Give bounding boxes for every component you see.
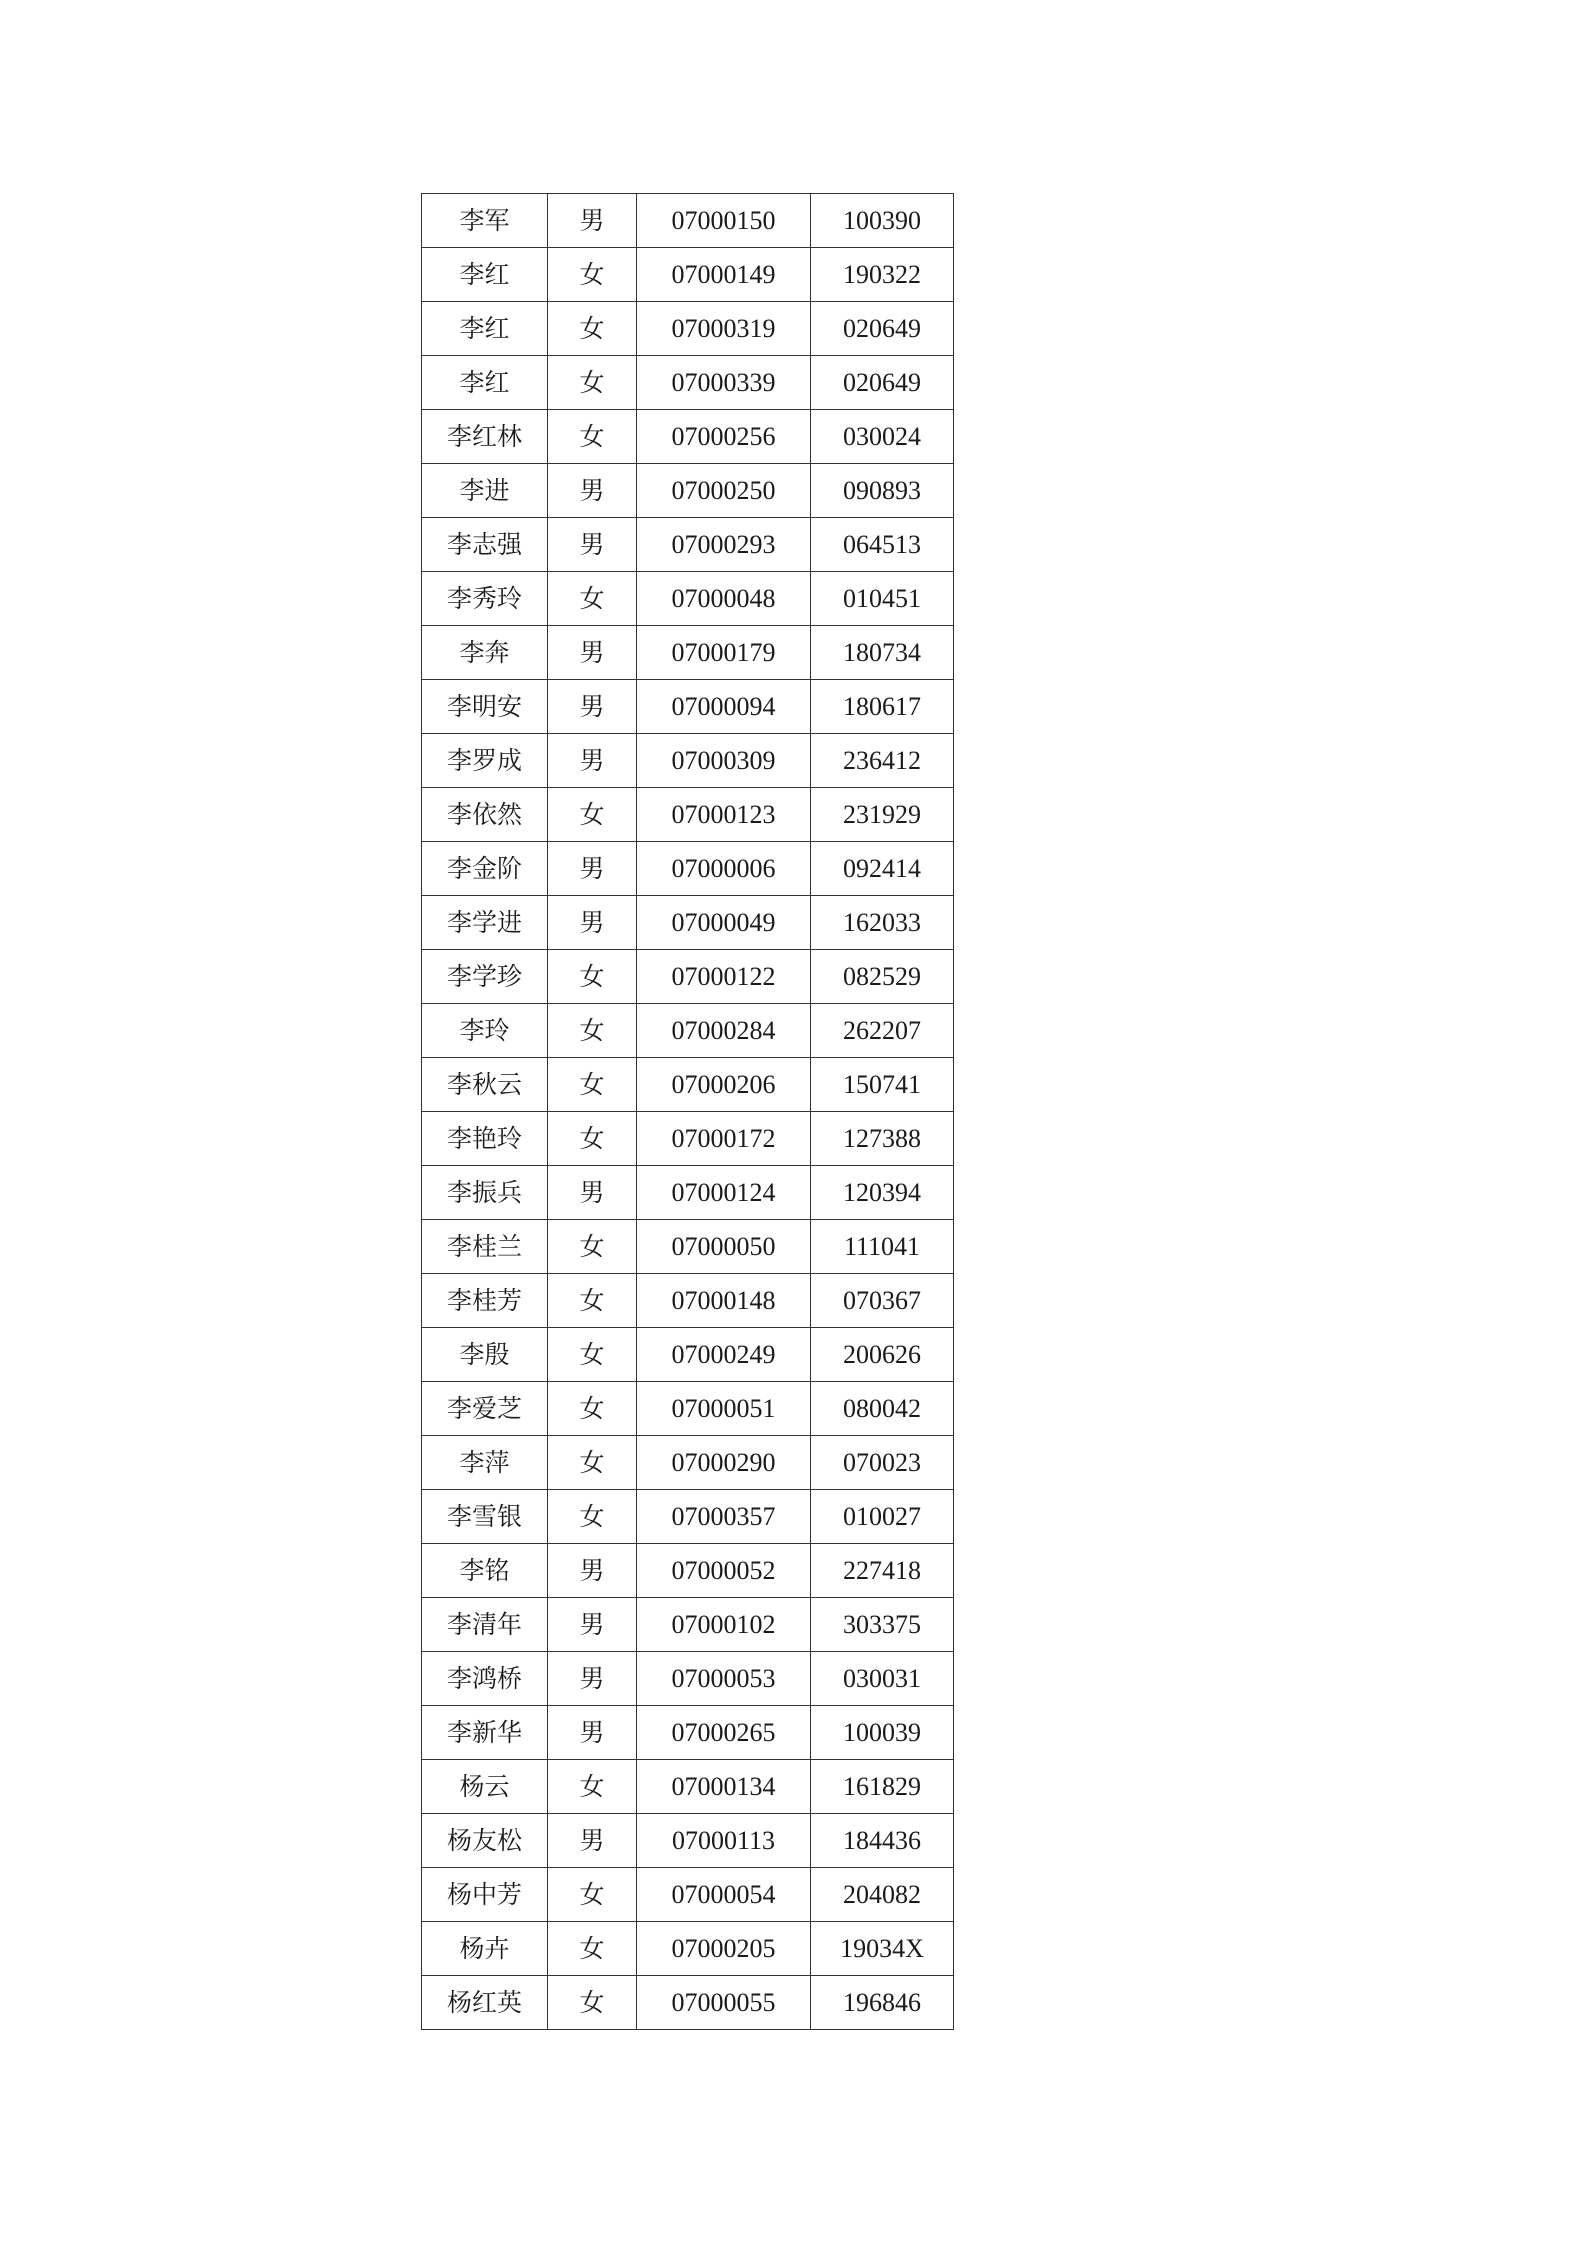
gender-cell: 女 bbox=[548, 572, 637, 626]
roster-body bbox=[422, 194, 954, 2030]
id-suffix-cell: 082529 bbox=[811, 950, 954, 1004]
table-row bbox=[422, 734, 954, 788]
exam-number-cell: 07000123 bbox=[637, 788, 811, 842]
name-cell: 李红林 bbox=[422, 410, 548, 464]
exam-number-cell: 07000148 bbox=[637, 1274, 811, 1328]
id-suffix-cell: 184436 bbox=[811, 1814, 954, 1868]
name-cell: 李奔 bbox=[422, 626, 548, 680]
exam-number-cell: 07000357 bbox=[637, 1490, 811, 1544]
id-suffix-cell: 090893 bbox=[811, 464, 954, 518]
exam-number-cell: 07000124 bbox=[637, 1166, 811, 1220]
name-cell: 李军 bbox=[422, 194, 548, 248]
exam-number-cell: 07000293 bbox=[637, 518, 811, 572]
exam-number-cell: 07000094 bbox=[637, 680, 811, 734]
table-row bbox=[422, 1598, 954, 1652]
name-cell: 杨友松 bbox=[422, 1814, 548, 1868]
gender-cell: 女 bbox=[548, 1976, 637, 2030]
name-cell: 李秀玲 bbox=[422, 572, 548, 626]
name-cell: 杨中芳 bbox=[422, 1868, 548, 1922]
gender-cell: 女 bbox=[548, 248, 637, 302]
id-suffix-cell: 010027 bbox=[811, 1490, 954, 1544]
table-row bbox=[422, 680, 954, 734]
exam-number-cell: 07000053 bbox=[637, 1652, 811, 1706]
id-suffix-cell: 262207 bbox=[811, 1004, 954, 1058]
id-suffix-cell: 303375 bbox=[811, 1598, 954, 1652]
name-cell: 李殷 bbox=[422, 1328, 548, 1382]
exam-number-cell: 07000256 bbox=[637, 410, 811, 464]
gender-cell: 男 bbox=[548, 1814, 637, 1868]
table-row bbox=[422, 1976, 954, 2030]
name-cell: 杨红英 bbox=[422, 1976, 548, 2030]
id-suffix-cell: 127388 bbox=[811, 1112, 954, 1166]
gender-cell: 男 bbox=[548, 518, 637, 572]
table-row bbox=[422, 1112, 954, 1166]
gender-cell: 女 bbox=[548, 1058, 637, 1112]
gender-cell: 男 bbox=[548, 842, 637, 896]
id-suffix-cell: 010451 bbox=[811, 572, 954, 626]
exam-number-cell: 07000319 bbox=[637, 302, 811, 356]
name-cell: 李金阶 bbox=[422, 842, 548, 896]
name-cell: 杨卉 bbox=[422, 1922, 548, 1976]
table-row bbox=[422, 1814, 954, 1868]
table-row bbox=[422, 248, 954, 302]
name-cell: 杨云 bbox=[422, 1760, 548, 1814]
id-suffix-cell: 120394 bbox=[811, 1166, 954, 1220]
name-cell: 李铭 bbox=[422, 1544, 548, 1598]
name-cell: 李红 bbox=[422, 356, 548, 410]
gender-cell: 女 bbox=[548, 1112, 637, 1166]
exam-number-cell: 07000051 bbox=[637, 1382, 811, 1436]
id-suffix-cell: 111041 bbox=[811, 1220, 954, 1274]
name-cell: 李桂芳 bbox=[422, 1274, 548, 1328]
id-suffix-cell: 227418 bbox=[811, 1544, 954, 1598]
exam-number-cell: 07000284 bbox=[637, 1004, 811, 1058]
exam-number-cell: 07000113 bbox=[637, 1814, 811, 1868]
table-row bbox=[422, 464, 954, 518]
gender-cell: 男 bbox=[548, 194, 637, 248]
name-cell: 李桂兰 bbox=[422, 1220, 548, 1274]
exam-number-cell: 07000172 bbox=[637, 1112, 811, 1166]
gender-cell: 男 bbox=[548, 1652, 637, 1706]
name-cell: 李进 bbox=[422, 464, 548, 518]
gender-cell: 男 bbox=[548, 464, 637, 518]
name-cell: 李清年 bbox=[422, 1598, 548, 1652]
gender-cell: 女 bbox=[548, 1328, 637, 1382]
gender-cell: 女 bbox=[548, 1868, 637, 1922]
table-row bbox=[422, 1760, 954, 1814]
id-suffix-cell: 030031 bbox=[811, 1652, 954, 1706]
exam-number-cell: 07000149 bbox=[637, 248, 811, 302]
gender-cell: 男 bbox=[548, 1166, 637, 1220]
table-row bbox=[422, 1166, 954, 1220]
name-cell: 李志强 bbox=[422, 518, 548, 572]
id-suffix-cell: 196846 bbox=[811, 1976, 954, 2030]
id-suffix-cell: 064513 bbox=[811, 518, 954, 572]
table-row bbox=[422, 410, 954, 464]
table-row bbox=[422, 572, 954, 626]
gender-cell: 女 bbox=[548, 1220, 637, 1274]
exam-number-cell: 07000309 bbox=[637, 734, 811, 788]
gender-cell: 男 bbox=[548, 1706, 637, 1760]
table-row bbox=[422, 1868, 954, 1922]
name-cell: 李罗成 bbox=[422, 734, 548, 788]
id-suffix-cell: 020649 bbox=[811, 302, 954, 356]
table-row bbox=[422, 1490, 954, 1544]
table-row bbox=[422, 1544, 954, 1598]
id-suffix-cell: 080042 bbox=[811, 1382, 954, 1436]
table-row bbox=[422, 1328, 954, 1382]
id-suffix-cell: 100039 bbox=[811, 1706, 954, 1760]
exam-number-cell: 07000052 bbox=[637, 1544, 811, 1598]
id-suffix-cell: 19034X bbox=[811, 1922, 954, 1976]
gender-cell: 男 bbox=[548, 680, 637, 734]
table-row bbox=[422, 842, 954, 896]
table-row bbox=[422, 194, 954, 248]
gender-cell: 女 bbox=[548, 1760, 637, 1814]
table-row bbox=[422, 1004, 954, 1058]
exam-number-cell: 07000205 bbox=[637, 1922, 811, 1976]
exam-number-cell: 07000049 bbox=[637, 896, 811, 950]
table-row bbox=[422, 1382, 954, 1436]
gender-cell: 男 bbox=[548, 626, 637, 680]
gender-cell: 女 bbox=[548, 1436, 637, 1490]
id-suffix-cell: 092414 bbox=[811, 842, 954, 896]
id-suffix-cell: 190322 bbox=[811, 248, 954, 302]
exam-number-cell: 07000250 bbox=[637, 464, 811, 518]
gender-cell: 男 bbox=[548, 1598, 637, 1652]
name-cell: 李学珍 bbox=[422, 950, 548, 1004]
table-row bbox=[422, 1706, 954, 1760]
name-cell: 李鸿桥 bbox=[422, 1652, 548, 1706]
roster-table bbox=[421, 193, 954, 2030]
table-row bbox=[422, 1220, 954, 1274]
exam-number-cell: 07000179 bbox=[637, 626, 811, 680]
id-suffix-cell: 180734 bbox=[811, 626, 954, 680]
id-suffix-cell: 150741 bbox=[811, 1058, 954, 1112]
id-suffix-cell: 020649 bbox=[811, 356, 954, 410]
gender-cell: 女 bbox=[548, 1490, 637, 1544]
exam-number-cell: 07000122 bbox=[637, 950, 811, 1004]
gender-cell: 男 bbox=[548, 1544, 637, 1598]
table-row bbox=[422, 518, 954, 572]
name-cell: 李艳玲 bbox=[422, 1112, 548, 1166]
table-row bbox=[422, 1274, 954, 1328]
gender-cell: 女 bbox=[548, 1004, 637, 1058]
exam-number-cell: 07000050 bbox=[637, 1220, 811, 1274]
name-cell: 李秋云 bbox=[422, 1058, 548, 1112]
exam-number-cell: 07000290 bbox=[637, 1436, 811, 1490]
name-cell: 李学进 bbox=[422, 896, 548, 950]
id-suffix-cell: 162033 bbox=[811, 896, 954, 950]
name-cell: 李依然 bbox=[422, 788, 548, 842]
id-suffix-cell: 161829 bbox=[811, 1760, 954, 1814]
id-suffix-cell: 204082 bbox=[811, 1868, 954, 1922]
exam-number-cell: 07000134 bbox=[637, 1760, 811, 1814]
exam-number-cell: 07000054 bbox=[637, 1868, 811, 1922]
gender-cell: 女 bbox=[548, 788, 637, 842]
gender-cell: 女 bbox=[548, 1274, 637, 1328]
exam-number-cell: 07000265 bbox=[637, 1706, 811, 1760]
gender-cell: 女 bbox=[548, 410, 637, 464]
id-suffix-cell: 070023 bbox=[811, 1436, 954, 1490]
table-row bbox=[422, 356, 954, 410]
exam-number-cell: 07000055 bbox=[637, 1976, 811, 2030]
gender-cell: 女 bbox=[548, 356, 637, 410]
name-cell: 李玲 bbox=[422, 1004, 548, 1058]
gender-cell: 女 bbox=[548, 1382, 637, 1436]
id-suffix-cell: 236412 bbox=[811, 734, 954, 788]
exam-number-cell: 07000206 bbox=[637, 1058, 811, 1112]
id-suffix-cell: 231929 bbox=[811, 788, 954, 842]
table-row bbox=[422, 788, 954, 842]
id-suffix-cell: 070367 bbox=[811, 1274, 954, 1328]
name-cell: 李萍 bbox=[422, 1436, 548, 1490]
table-row bbox=[422, 896, 954, 950]
name-cell: 李雪银 bbox=[422, 1490, 548, 1544]
exam-number-cell: 07000048 bbox=[637, 572, 811, 626]
exam-number-cell: 07000150 bbox=[637, 194, 811, 248]
gender-cell: 女 bbox=[548, 950, 637, 1004]
id-suffix-cell: 100390 bbox=[811, 194, 954, 248]
id-suffix-cell: 200626 bbox=[811, 1328, 954, 1382]
name-cell: 李明安 bbox=[422, 680, 548, 734]
table-row bbox=[422, 1922, 954, 1976]
table-row bbox=[422, 950, 954, 1004]
table-row bbox=[422, 1652, 954, 1706]
table-row bbox=[422, 1436, 954, 1490]
id-suffix-cell: 030024 bbox=[811, 410, 954, 464]
exam-number-cell: 07000249 bbox=[637, 1328, 811, 1382]
table-row bbox=[422, 1058, 954, 1112]
exam-number-cell: 07000006 bbox=[637, 842, 811, 896]
exam-number-cell: 07000102 bbox=[637, 1598, 811, 1652]
name-cell: 李红 bbox=[422, 248, 548, 302]
gender-cell: 男 bbox=[548, 896, 637, 950]
gender-cell: 女 bbox=[548, 302, 637, 356]
exam-number-cell: 07000339 bbox=[637, 356, 811, 410]
table-row bbox=[422, 626, 954, 680]
name-cell: 李新华 bbox=[422, 1706, 548, 1760]
name-cell: 李爱芝 bbox=[422, 1382, 548, 1436]
table-row bbox=[422, 302, 954, 356]
gender-cell: 女 bbox=[548, 1922, 637, 1976]
name-cell: 李振兵 bbox=[422, 1166, 548, 1220]
id-suffix-cell: 180617 bbox=[811, 680, 954, 734]
gender-cell: 男 bbox=[548, 734, 637, 788]
name-cell: 李红 bbox=[422, 302, 548, 356]
